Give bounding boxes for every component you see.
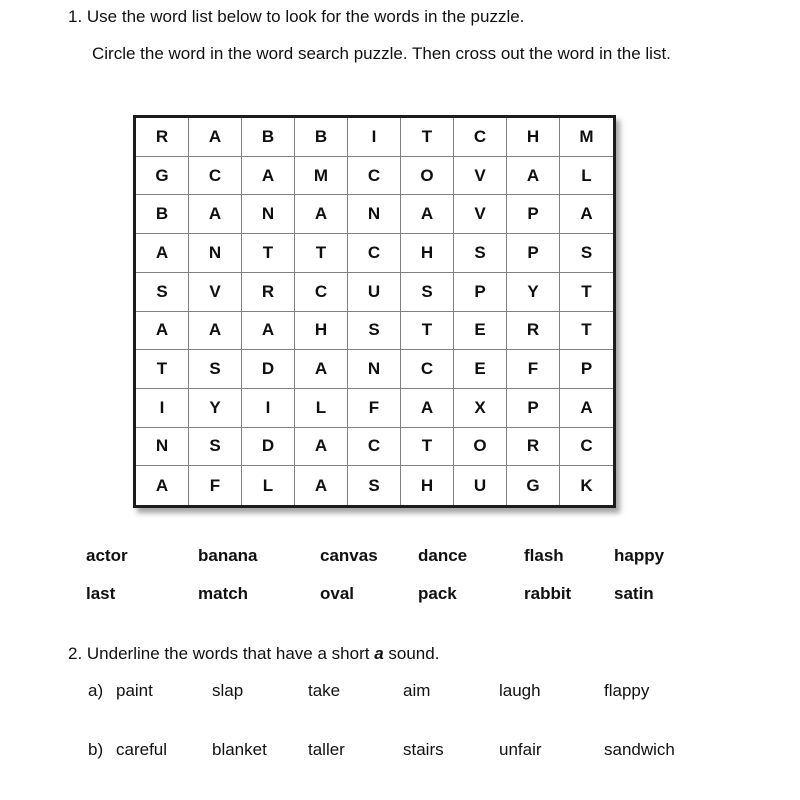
grid-cell-r2c2: C (189, 157, 242, 196)
grid-cell-r8c1: I (136, 389, 189, 428)
grid-cell-r6c8: R (507, 312, 560, 351)
grid-cell-r10c2: F (189, 466, 242, 505)
grid-cell-r5c8: Y (507, 273, 560, 312)
word-list-row-1 (0, 546, 800, 568)
exercise2-instruction-prefix: 2. Underline the words that have a short (68, 644, 375, 663)
word-list-row-2 (0, 584, 800, 606)
grid-cell-r5c7: P (454, 273, 507, 312)
exercise2-word-careful: careful (116, 740, 168, 759)
grid-cell-r4c7: S (454, 234, 507, 273)
grid-cell-r5c6: S (401, 273, 454, 312)
grid-cell-r10c5: S (348, 466, 401, 505)
grid-cell-r5c5: U (348, 273, 401, 312)
word-list-item-dance: dance (418, 546, 468, 565)
grid-cell-r2c1: G (136, 157, 189, 196)
grid-cell-r7c1: T (136, 350, 189, 389)
word-search-grid (133, 115, 616, 508)
word-list-item-banana: banana (198, 546, 258, 565)
word-list-item-canvas: canvas (320, 546, 378, 565)
grid-cell-r3c7: V (454, 195, 507, 234)
grid-cell-r7c2: S (189, 350, 242, 389)
exercise2-word-slap: slap (212, 681, 244, 700)
grid-cell-r10c6: H (401, 466, 454, 505)
grid-cell-r3c9: A (560, 195, 613, 234)
grid-cell-r3c8: P (507, 195, 560, 234)
exercise1-instruction-line2: Circle the word in the word search puzzle. Then cross out the word in the list. (92, 44, 671, 63)
grid-cell-r2c9: L (560, 157, 613, 196)
grid-cell-r9c7: O (454, 428, 507, 467)
exercise2-word-flappy: flappy (604, 681, 650, 700)
grid-cell-r8c8: P (507, 389, 560, 428)
word-list-item-last: last (86, 584, 116, 603)
exercise2-word-unfair: unfair (499, 740, 542, 759)
grid-cell-r2c3: A (242, 157, 295, 196)
grid-cell-r8c4: L (295, 389, 348, 428)
grid-cell-r4c9: S (560, 234, 613, 273)
grid-cell-r4c3: T (242, 234, 295, 273)
grid-cell-r3c5: N (348, 195, 401, 234)
grid-cell-r9c5: C (348, 428, 401, 467)
grid-cell-r2c5: C (348, 157, 401, 196)
grid-cell-r6c6: T (401, 312, 454, 351)
grid-cell-r1c4: B (295, 118, 348, 157)
grid-cell-r5c3: R (242, 273, 295, 312)
grid-cell-r9c4: A (295, 428, 348, 467)
grid-cell-r5c9: T (560, 273, 613, 312)
grid-cell-r6c3: A (242, 312, 295, 351)
grid-cell-r2c8: A (507, 157, 560, 196)
grid-cell-r7c9: P (560, 350, 613, 389)
grid-cell-r5c2: V (189, 273, 242, 312)
exercise2-word-taller: taller (308, 740, 345, 759)
grid-cell-r7c4: A (295, 350, 348, 389)
grid-cell-r2c4: M (295, 157, 348, 196)
grid-cell-r3c6: A (401, 195, 454, 234)
grid-cell-r1c2: A (189, 118, 242, 157)
grid-cell-r7c8: F (507, 350, 560, 389)
exercise2-word-stairs: stairs (403, 740, 444, 759)
grid-cell-r9c2: S (189, 428, 242, 467)
grid-cell-r9c8: R (507, 428, 560, 467)
exercise2-row-label: b) (88, 740, 104, 759)
grid-cell-r1c8: H (507, 118, 560, 157)
grid-cell-r1c3: B (242, 118, 295, 157)
grid-cell-r7c6: C (401, 350, 454, 389)
grid-cell-r8c2: Y (189, 389, 242, 428)
grid-cell-r5c1: S (136, 273, 189, 312)
grid-cell-r1c9: M (560, 118, 613, 157)
word-list-item-rabbit: rabbit (524, 584, 572, 603)
grid-cell-r10c1: A (136, 466, 189, 505)
grid-cell-r6c5: S (348, 312, 401, 351)
word-list-item-match: match (198, 584, 249, 603)
grid-cell-r4c6: H (401, 234, 454, 273)
exercise2-row-label: a) (88, 681, 104, 700)
grid-cell-r1c6: T (401, 118, 454, 157)
exercise2-word-sandwich: sandwich (604, 740, 675, 759)
grid-cell-r10c3: L (242, 466, 295, 505)
word-list-item-actor: actor (86, 546, 128, 565)
grid-cell-r4c2: N (189, 234, 242, 273)
grid-cell-r3c3: N (242, 195, 295, 234)
grid-cell-r3c1: B (136, 195, 189, 234)
grid-cell-r8c6: A (401, 389, 454, 428)
exercise2-word-take: take (308, 681, 341, 700)
grid-cell-r6c2: A (189, 312, 242, 351)
grid-cell-r3c2: A (189, 195, 242, 234)
grid-cell-r7c7: E (454, 350, 507, 389)
grid-cell-r6c4: H (295, 312, 348, 351)
grid-cell-r2c6: O (401, 157, 454, 196)
grid-cell-r2c7: V (454, 157, 507, 196)
grid-cell-r7c5: N (348, 350, 401, 389)
grid-cell-r9c3: D (242, 428, 295, 467)
word-list-item-satin: satin (614, 584, 654, 603)
grid-cell-r6c9: T (560, 312, 613, 351)
grid-cell-r6c7: E (454, 312, 507, 351)
grid-cell-r10c8: G (507, 466, 560, 505)
grid-cell-r1c1: R (136, 118, 189, 157)
grid-cell-r3c4: A (295, 195, 348, 234)
grid-cell-r9c6: T (401, 428, 454, 467)
exercise2-row-b (0, 740, 800, 762)
grid-cell-r8c7: X (454, 389, 507, 428)
grid-cell-r10c4: A (295, 466, 348, 505)
grid-cell-r5c4: C (295, 273, 348, 312)
exercise2-word-blanket: blanket (212, 740, 267, 759)
grid-cell-r9c9: C (560, 428, 613, 467)
exercise2-word-laugh: laugh (499, 681, 541, 700)
short-a-emphasis: a (374, 644, 384, 663)
grid-cell-r1c7: C (454, 118, 507, 157)
grid-cell-r9c1: N (136, 428, 189, 467)
exercise1-instruction: 1. Use the word list below to look for the words in the puzzle. (68, 7, 525, 26)
grid-cell-r4c5: C (348, 234, 401, 273)
exercise2-instruction-suffix: sound. (383, 644, 440, 663)
exercise2-instruction (68, 644, 439, 664)
grid-cell-r4c4: T (295, 234, 348, 273)
grid-cell-r7c3: D (242, 350, 295, 389)
grid-cell-r4c1: A (136, 234, 189, 273)
grid-cell-r10c7: U (454, 466, 507, 505)
exercise2-word-aim: aim (403, 681, 431, 700)
grid-cell-r1c5: I (348, 118, 401, 157)
grid-cell-r10c9: K (560, 466, 613, 505)
word-list-item-flash: flash (524, 546, 564, 565)
word-list-item-oval: oval (320, 584, 355, 603)
exercise2-word-paint: paint (116, 681, 153, 700)
grid-cell-r8c3: I (242, 389, 295, 428)
word-list-item-pack: pack (418, 584, 457, 603)
grid-cell-r8c5: F (348, 389, 401, 428)
grid-cell-r6c1: A (136, 312, 189, 351)
grid-cell-r8c9: A (560, 389, 613, 428)
exercise2-row-a (0, 681, 800, 703)
word-list-item-happy: happy (614, 546, 665, 565)
grid-cell-r4c8: P (507, 234, 560, 273)
